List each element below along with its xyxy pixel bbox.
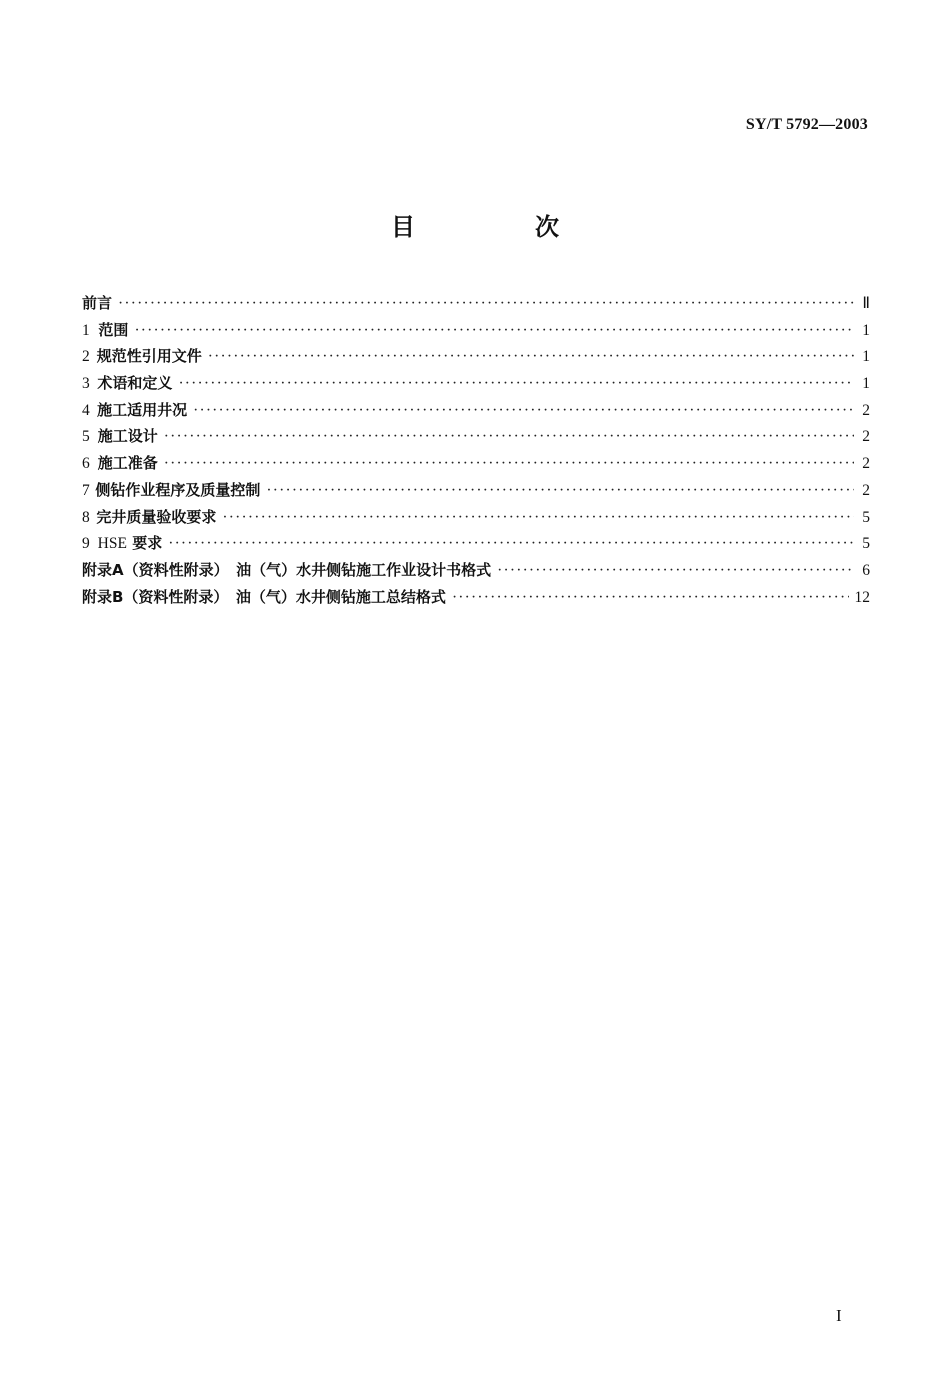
toc-entry-label: 施工设计 [97,427,158,446]
toc-entry-label-prefix: HSE [97,535,127,553]
toc-entry-page: 1 [862,321,870,339]
toc-entry-label: 前言 [82,294,113,312]
toc-entry-hse[interactable] [82,530,870,557]
toc-entry-label [98,530,163,558]
toc-entry-scope[interactable] [82,317,870,344]
toc-entry-page: 2 [862,481,870,499]
toc-entry-page: 5 [862,508,870,526]
leader-dots [266,478,854,505]
leader-dots [118,291,854,318]
standard-code: SY/T 5792—2003 [745,116,868,133]
toc-entry-appendix-a[interactable] [82,557,870,584]
toc-entry-page: 2 [862,428,870,446]
toc-entry-number: 6 [82,455,90,473]
toc-entry-label: 附录A（资料性附录） 油（气）水井侧钻施工作业设计书格式 [82,560,492,579]
toc-entry-label: 范围 [98,320,129,339]
toc-entry-design[interactable] [82,423,870,450]
leader-dots [497,558,854,585]
toc-entry-acceptance[interactable] [82,504,870,531]
toc-entry-page: 1 [862,348,870,366]
toc-entry-label: 完井质量验收要求 [96,507,217,526]
leader-dots [164,451,854,478]
toc-entry-preface[interactable] [82,290,870,317]
page-title: 目 次 [391,213,607,241]
toc-entry-page: 2 [862,401,870,419]
toc-entry-label: 规范性引用文件 [96,347,202,366]
toc-entry-page: 1 [862,375,870,393]
toc-entry-page: Ⅱ [862,295,870,312]
leader-dots [452,585,849,612]
toc-entry-label-text: 要求 [132,534,163,553]
toc-entry-appendix-b[interactable] [82,584,870,611]
toc-entry-page: 2 [862,455,870,473]
toc-entry-normative-references[interactable] [82,343,870,370]
toc-entry-page: 12 [854,588,870,606]
leader-dots [168,531,854,558]
page-number: I [836,1306,842,1325]
leader-dots [178,371,854,398]
toc-entry-number: 2 [82,348,90,366]
toc-entry-number: 3 [82,375,90,393]
toc-entry-label: 附录B（资料性附录） 油（气）水井侧钻施工总结格式 [82,587,446,606]
toc-entry-number: 9 [82,535,90,553]
toc-entry-preparation[interactable] [82,450,870,477]
toc-entry-procedure[interactable] [82,477,870,504]
leader-dots [164,424,854,451]
toc-entry-page: 5 [862,535,870,553]
toc-entry-number: 4 [82,401,90,419]
leader-dots [134,318,854,345]
toc-entry-number: 1 [82,321,90,339]
leader-dots [222,505,854,532]
toc-entry-label: 术语和定义 [97,374,173,393]
toc-entry-well-conditions[interactable] [82,397,870,424]
toc-entry-label: 施工适用井况 [97,400,188,419]
toc-entry-number: 7 [82,481,90,499]
table-of-contents [82,290,870,610]
toc-entry-page: 6 [862,561,870,579]
leader-dots [208,344,854,371]
leader-dots [193,398,854,425]
toc-entry-label: 施工准备 [97,454,158,473]
toc-entry-number: 8 [82,508,90,526]
toc-entry-number: 5 [82,428,90,446]
toc-entry-terms-definitions[interactable] [82,370,870,397]
toc-entry-label: 侧钻作业程序及质量控制 [95,480,261,499]
